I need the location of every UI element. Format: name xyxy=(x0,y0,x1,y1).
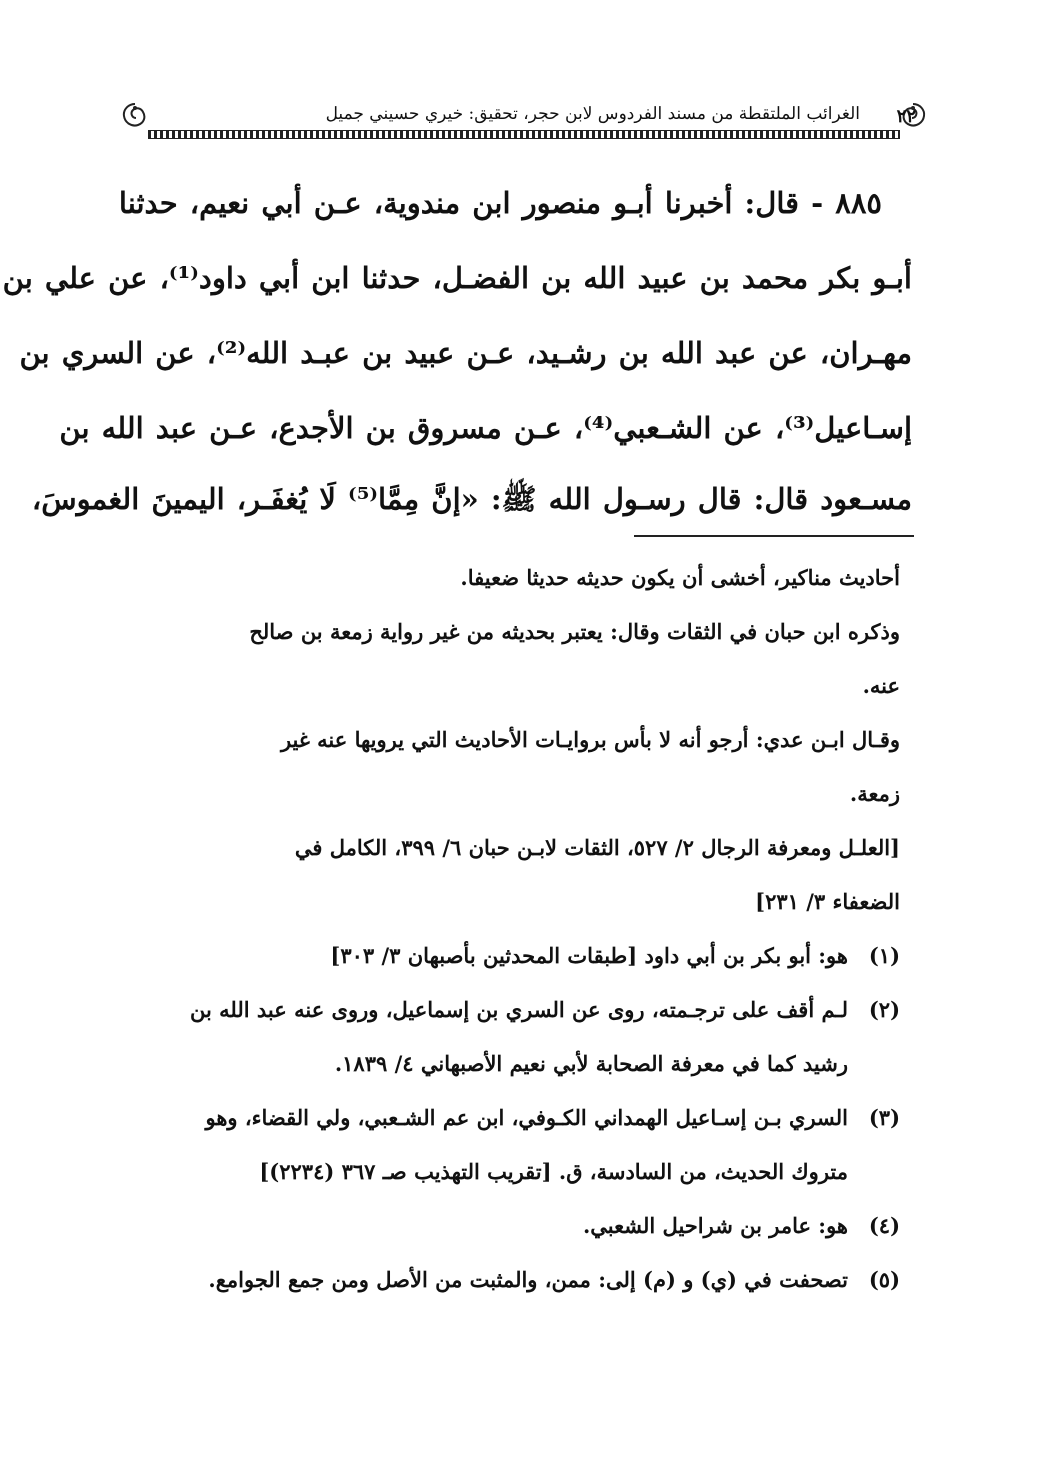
footnote-number: (٥) xyxy=(868,1266,900,1292)
note-continuation-line xyxy=(138,550,900,604)
page-number: ٢٢ xyxy=(896,106,916,127)
footnote-number: (٤) xyxy=(868,1212,900,1238)
note-text: عنه. xyxy=(862,672,900,698)
main-text-line xyxy=(2,240,912,315)
main-text-line-content: إسـاعيل⁽³⁾، عن الشـعبي⁽⁴⁾، عـن مسروق بن الأجدع، عـن عبد الله بن xyxy=(59,410,912,445)
note-text: زمعة. xyxy=(849,780,900,806)
footnote-4 xyxy=(138,1198,900,1252)
main-text-line xyxy=(31,465,912,540)
note-continuation-line xyxy=(138,766,900,820)
footnote-2 xyxy=(138,982,900,1036)
note-text: الضعفاء ٣/ ٢٣١] xyxy=(755,888,900,914)
footnote-3-continuation xyxy=(138,1144,900,1198)
footnote-2-continuation xyxy=(138,1036,900,1090)
note-text: [العلـل ومعرفة الرجال ٢/ ٥٢٧، الثقات لابـن حبان ٦/ ٣٩٩، الكامل في xyxy=(294,834,900,860)
note-continuation-line xyxy=(138,658,900,712)
note-text: وقـال ابـن عدي: أرجو أنه لا بأس بروايـات الأحاديث التي يرويها عنه غير xyxy=(280,726,900,752)
main-text-line-content: مهـران، عن عبد الله بن رشـيد، عـن عبيد بن عبـد الله⁽²⁾، عن السري بن xyxy=(19,335,912,370)
note-text: وذكره ابن حبان في الثقات وقال: يعتبر بحديثه من غير رواية زمعة بن صالح xyxy=(249,618,900,644)
footnote-text: لـم أقف على ترجـمته، روى عن السري بن إسماعيل، وروى عنه عبد الله بن xyxy=(190,996,848,1022)
footnote-number: (٢) xyxy=(868,996,900,1022)
note-continuation-line xyxy=(138,820,900,874)
main-text-line-content: مسـعود قال: قال رسـول الله ﷺ: «إنَّ مِمَّا⁽⁵⁾ لَا يُغفَـر، اليمينَ الغموسَ، xyxy=(31,481,912,516)
footnote-5 xyxy=(138,1252,900,1306)
footnote-number: (٣) xyxy=(868,1104,900,1130)
header-title: الغرائب الملتقطة من مسند الفردوس لابن حجر، تحقيق: خيري حسيني جميل xyxy=(325,104,860,124)
main-text-line-content: ٨٨٥ - قال: أخبرنا أبـو منصور ابن مندوية، عـن أبي نعيم، حدثنا xyxy=(118,185,882,220)
footnote-text: هو: أبو بكر بن أبي داود [طبقات المحدثين بأصبهان ٣/ ٣٠٣] xyxy=(330,942,848,968)
main-text-line xyxy=(59,390,912,465)
main-text xyxy=(2,165,912,540)
ornament-icon xyxy=(120,102,150,130)
header-rule xyxy=(148,130,900,139)
note-continuation-line xyxy=(138,874,900,928)
main-text-line xyxy=(118,165,912,240)
footnote-text: السري بـن إسـاعيل الهمداني الكـوفي، ابن عم الشـعبي، ولي القضاء، وهو xyxy=(205,1104,848,1130)
note-continuation-line xyxy=(138,712,900,766)
main-text-line xyxy=(19,315,912,390)
footnote-1 xyxy=(138,928,900,982)
footnote-text: رشيد كما في معرفة الصحابة لأبي نعيم الأصبهاني ٤/ ١٨٣٩. xyxy=(334,1050,848,1076)
note-continuation-line xyxy=(138,604,900,658)
footnotes-section xyxy=(138,550,900,1306)
footnote-3 xyxy=(138,1090,900,1144)
footnote-text: هو: عامر بن شراحيل الشعبي. xyxy=(582,1212,848,1238)
footnote-number: (١) xyxy=(868,942,900,968)
footnote-separator xyxy=(634,535,914,537)
footnote-text: متروك الحديث، من السادسة، ق. [تقريب التهذيب صـ ٣٦٧ (٢٢٣٤)] xyxy=(259,1158,848,1184)
note-text: أحاديث مناكير، أخشى أن يكون حديثه حديثا ضعيفا. xyxy=(460,564,900,590)
footnote-text: تصحفت في (ي) و (م) إلى: ممن، والمثبت من الأصل ومن جمع الجوامع. xyxy=(208,1266,848,1292)
main-text-line-content: أبـو بكر محمد بن عبيد الله بن الفضـل، حدثنا ابن أبي داود⁽¹⁾، عن علي بن xyxy=(2,260,912,295)
page-header xyxy=(118,98,930,142)
